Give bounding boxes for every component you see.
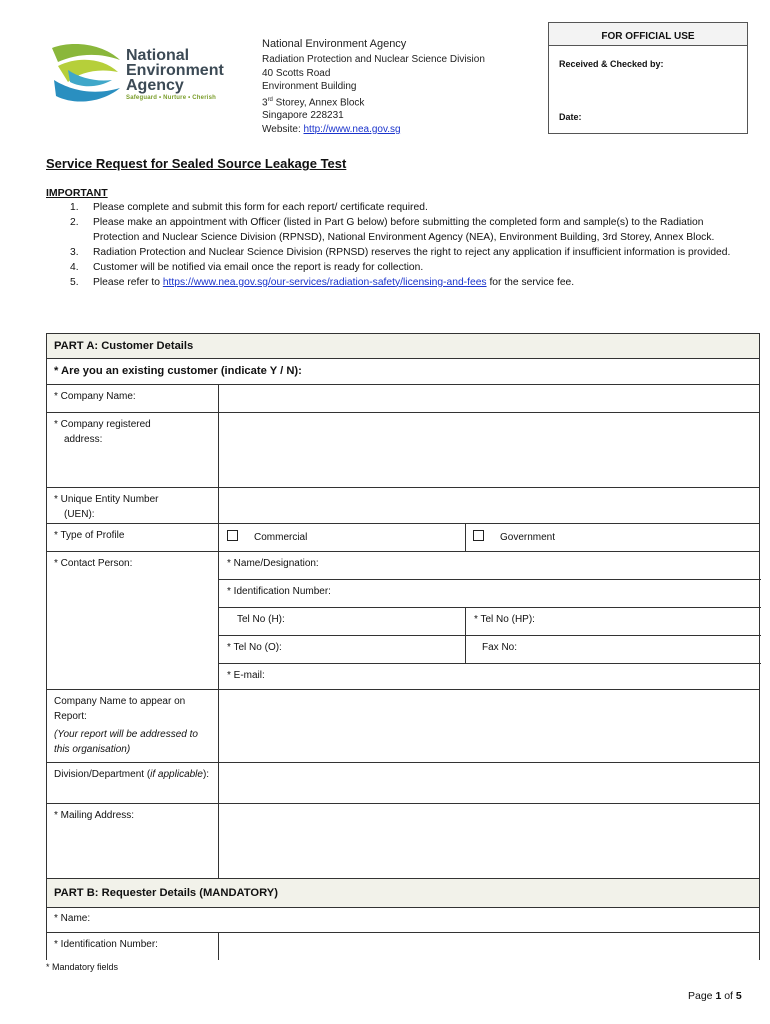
report-company-label: Company Name to appear on Report: (Your report will be addressed to this organisation) — [47, 690, 219, 762]
table-row — [46, 762, 760, 803]
profile-commercial-option[interactable]: Commercial — [219, 524, 465, 551]
part-b-header: PART B: Requester Details (MANDATORY) — [46, 878, 760, 907]
table-row — [46, 689, 760, 762]
government-checkbox[interactable] — [473, 530, 484, 541]
fax-field[interactable]: Fax No: — [465, 636, 761, 664]
profile-government-option[interactable]: Government — [465, 524, 761, 551]
company-name-input[interactable] — [219, 385, 761, 412]
official-use-box — [548, 22, 748, 134]
list-item: 1. Please complete and submit this form for each report/ certificate required. — [70, 202, 428, 213]
identification-number-field[interactable]: * Identification Number: — [219, 580, 761, 608]
fees-link[interactable]: https://www.nea.gov.sg/our-services/radiation-safety/licensing-and-fees — [162, 276, 487, 288]
mailing-address-label: * Mailing Address: — [47, 804, 219, 878]
logo-tagline: Safeguard • Nurture • Cherish — [126, 95, 217, 101]
table-row — [46, 932, 760, 960]
contact-person-block — [46, 551, 760, 689]
tel-office-field[interactable]: * Tel No (O): — [219, 636, 465, 664]
list-item: 3. Radiation Protection and Nuclear Science Division (RPNSD) reserves the right to reject any application if insufficient information is provided. — [70, 246, 731, 258]
list-item: 5. Please refer to https://www.nea.gov.sg/our-services/radiation-safety/licensing-and-fees for the service fee. — [70, 276, 575, 288]
nea-logo-swoosh-icon — [48, 40, 124, 110]
agency-address: National Environment Agency Radiation Protection and Nuclear Science Division 40 Scotts Road Environment Building 3rd Storey, Annex Block Singapore 228231 Website: http://www.nea.gov.sg — [262, 38, 485, 135]
requester-id-label: * Identification Number: — [47, 933, 219, 960]
uen-input[interactable] — [219, 488, 761, 523]
mailing-address-input[interactable] — [219, 804, 761, 878]
registered-address-label: * Company registered address: — [47, 413, 219, 487]
report-company-input[interactable] — [219, 690, 761, 762]
important-notes — [46, 201, 746, 290]
mandatory-note: * Mandatory fields — [46, 962, 119, 972]
table-row — [46, 523, 760, 551]
table-row — [46, 803, 760, 878]
official-use-title: FOR OFFICIAL USE — [549, 23, 747, 46]
table-row — [46, 384, 760, 412]
logo-wordmark: National Environment Agency — [126, 47, 224, 94]
received-checked-label: Received & Checked by: — [559, 59, 664, 69]
company-name-label: * Company Name: — [47, 385, 219, 412]
email-field[interactable]: * E-mail: — [227, 670, 265, 681]
commercial-checkbox[interactable] — [227, 530, 238, 541]
table-row — [46, 412, 760, 487]
tel-mobile-field[interactable]: * Tel No (HP): — [465, 608, 761, 636]
form-title: Service Request for Sealed Source Leakage Test — [46, 156, 347, 171]
profile-type-label: * Type of Profile — [47, 524, 219, 551]
requester-id-input[interactable] — [219, 933, 761, 960]
official-date-label: Date: — [559, 112, 582, 122]
contact-person-label: * Contact Person: — [47, 552, 219, 689]
uen-label: * Unique Entity Number (UEN): — [47, 488, 219, 523]
important-heading: IMPORTANT — [46, 187, 108, 199]
list-item: 2. Please make an appointment with Officer (listed in Part G below) before submitting the completed form and sample(s) to the Radiation Protection and Nuclear Science Division (RPNSD), National Environment Agency (NEA), Environment Building, 3rd Storey, Annex Block. — [70, 216, 715, 243]
requester-name-field[interactable]: * Name: — [46, 907, 760, 932]
nea-logo — [48, 40, 238, 110]
division-label: Division/Department (if applicable): — [47, 763, 219, 803]
customer-form — [46, 333, 760, 960]
name-designation-field[interactable]: * Name/Designation: — [219, 552, 761, 580]
table-row — [46, 487, 760, 523]
tel-home-field[interactable]: Tel No (H): — [219, 608, 465, 636]
website-link[interactable]: http://www.nea.gov.sg — [303, 123, 401, 135]
existing-customer-field[interactable]: * Are you an existing customer (indicate Y / N): — [46, 358, 760, 384]
list-item: 4. Customer will be notified via email once the report is ready for collection. — [70, 261, 424, 273]
division-input[interactable] — [219, 763, 761, 803]
page-number: Page 1 of 5 — [688, 990, 742, 1002]
registered-address-input[interactable] — [219, 413, 761, 487]
part-a-header: PART A: Customer Details — [46, 333, 760, 358]
